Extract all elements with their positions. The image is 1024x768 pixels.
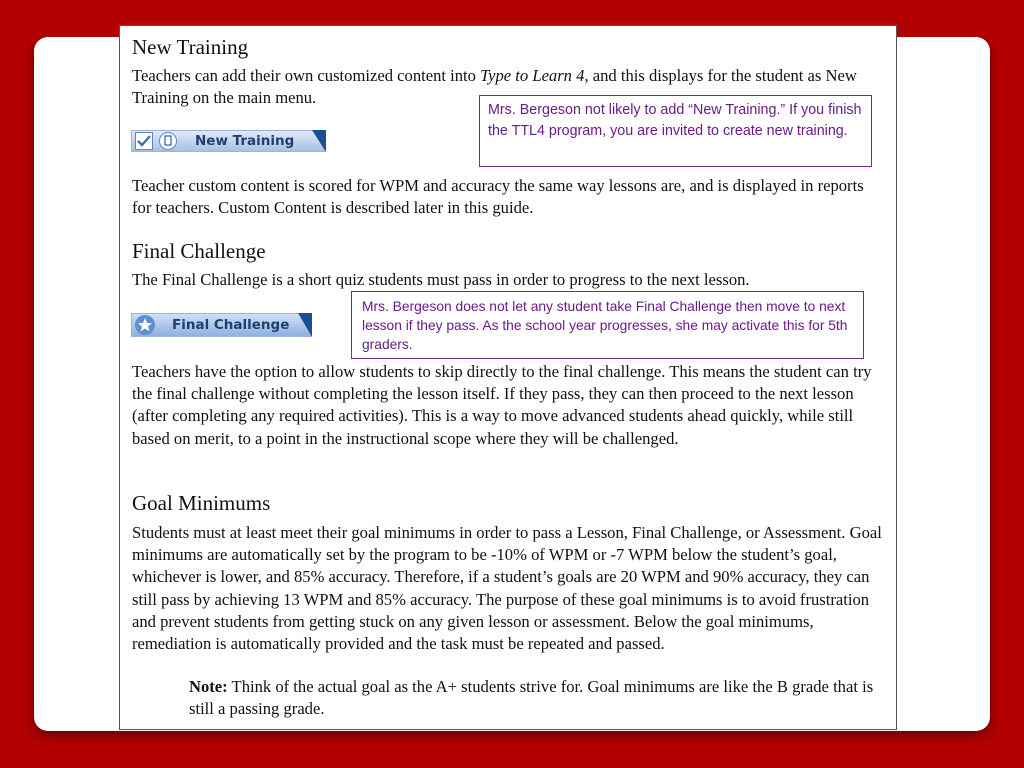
heading-goal-minimums: Goal Minimums [132, 491, 271, 515]
intro-text-start: Teachers can add their own customized content into [132, 66, 481, 85]
goal-minimums-note [189, 676, 884, 720]
checkmark-icon [135, 132, 153, 150]
new-training-scoring: Teacher custom content is scored for WPM and accuracy the same way lessons are, and is displayed in reports for teachers. Custom Content is described later in this guide. [132, 176, 864, 218]
heading-new-training: New Training [132, 35, 249, 59]
intro-text-end: , and this displays for the student as New Training on the main menu. [132, 66, 857, 108]
final-challenge-intro: The Final Challenge is a short quiz students must pass in order to progress to the next lesson. [132, 270, 750, 289]
note-text: Think of the actual goal as the A+ students strive for. Goal minimums are like the B grade that is still a passing grade. [189, 677, 874, 719]
final-challenge-badge-label: Final Challenge [172, 317, 290, 333]
final-challenge-skip: Teachers have the option to allow students to skip directly to the final challenge. This means the student can try the final challenge without completing the lesson itself. If they pass, they can then proceed to the next lesson (after completing any required activities). This is a way to move advanced students ahead quickly, while still based on merit, to a point in the instructional scope where they will be challenged. [132, 362, 872, 448]
new-training-badge [131, 130, 326, 152]
final-challenge-badge [131, 313, 312, 337]
annotation-final-challenge: Mrs. Bergeson does not let any student take Final Challenge then move to next lesson if they pass. As the school year progresses, she may activate this for 5th graders. [351, 291, 864, 359]
heading-final-challenge: Final Challenge [132, 239, 266, 263]
document-page [119, 25, 897, 730]
annotation-new-training: Mrs. Bergeson not likely to add “New Training.” If you finish the TTL4 program, you are invited to create new training. [479, 95, 872, 167]
product-title: Type to Learn 4 [480, 66, 585, 85]
star-icon [135, 315, 155, 335]
new-training-badge-label: New Training [195, 133, 295, 149]
goal-minimums-text: Students must at least meet their goal minimums in order to pass a Lesson, Final Challenge, or Assessment. Goal minimums are automatically set by the program to be -10% of WPM or -7 WPM below the student’s goal, whichever is lower, and 85% accuracy. Therefore, if a student’s goals are 20 WPM and 90% accuracy, they can still pass by achieving 13 WPM and 85% accuracy. The purpose of these goal minimums is to avoid frustration and prevent students from getting stuck on any given lesson or assessment. Below the goal minimums, remediation is automatically provided and the task must be repeated and passed. [132, 523, 882, 654]
note-label: Note: [189, 677, 228, 696]
document-icon [159, 132, 177, 150]
